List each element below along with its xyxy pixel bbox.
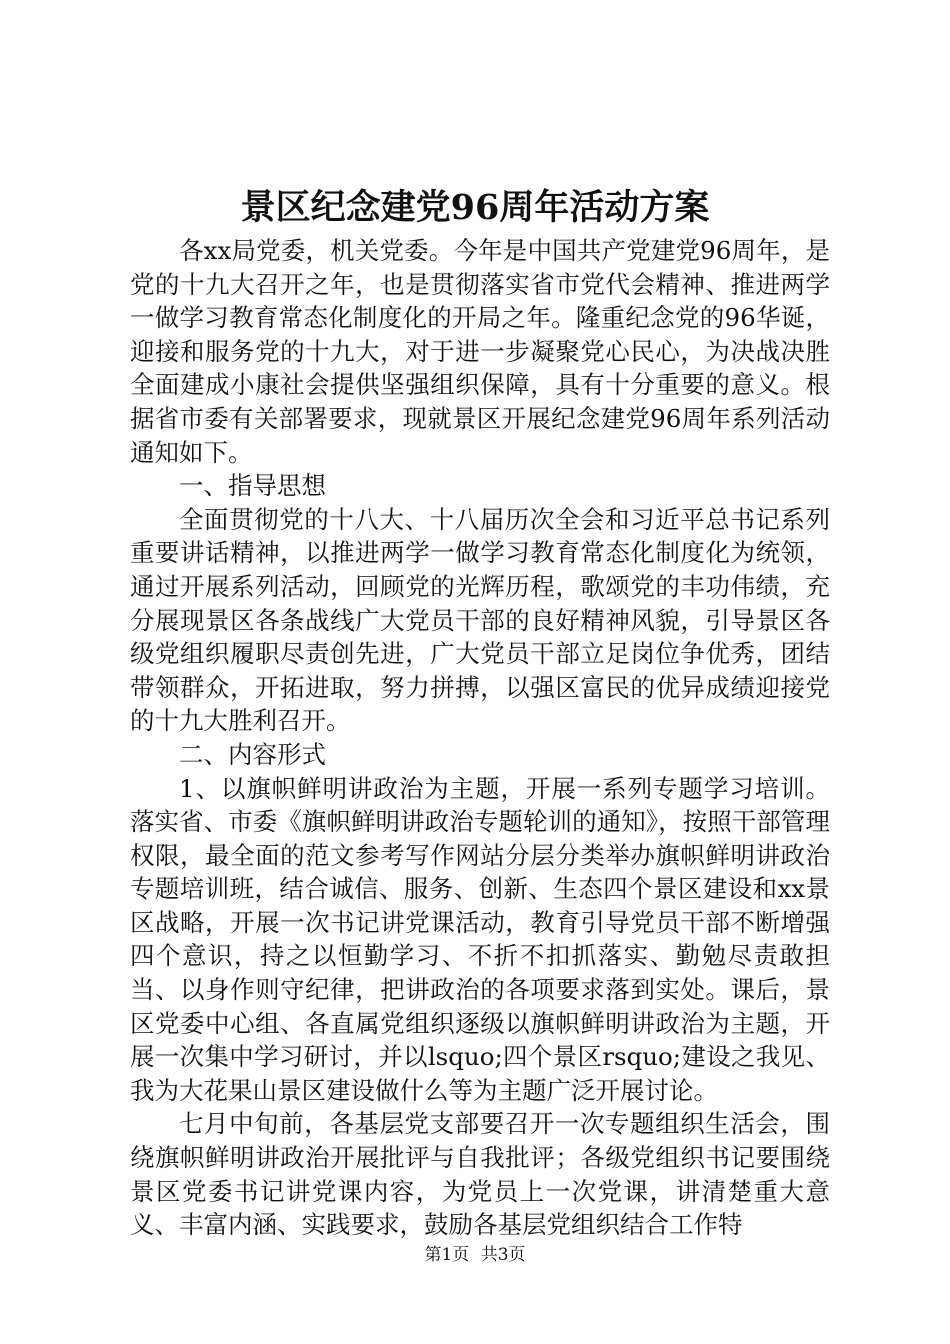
- paragraph-guiding-ideology: 全面贯彻党的十八大、十八届历次全会和习近平总书记系列重要讲话精神，以推进两学一做学习教育常态化制度化为统领，通过开展系列活动，回顾党的光辉历程，歌颂党的丰功伟绩，充分展现景区各条战线广大党员干部的良好精神风貌，引导景区各级党组织履职尽责创先进，广大党员干部立足岗位争优秀，团结带领群众，开拓进取，努力拼搏，以强区富民的优异成绩迎接党的十九大胜利召开。: [130, 504, 830, 736]
- document-body: [130, 234, 830, 1242]
- page-footer: [0, 1243, 950, 1267]
- document-title: 景区纪念建党96周年活动方案: [240, 187, 710, 228]
- page-number: 第1页: [424, 1245, 470, 1265]
- paragraph-mid-july: 七月中旬前，各基层党支部要召开一次专题组织生活会，围绕旗帜鲜明讲政治开展批评与自我批评；各级党组织书记要围绕景区党委书记讲党课内容，为党员上一次党课，讲清楚重大意义、丰富内涵、实践要求，鼓励各基层党组织结合工作特: [130, 1109, 830, 1240]
- section-heading-content-form: 二、内容形式: [179, 739, 326, 769]
- paragraph-content-item-1: 1、以旗帜鲜明讲政治为主题，开展一系列专题学习培训。落实省、市委《旗帜鲜明讲政治专题轮训的通知》，按照干部管理权限，最全面的范文参考写作网站分层分类举办旗帜鲜明讲政治专题培训班，结合诚信、服务、创新、生态四个景区建设和xx景区战略，开展一次书记讲党课活动，教育引导党员干部不断增强四个意识，持之以恒勤学习、不折不扣抓落实、勤勉尽责敢担当、以身作则守纪律，把讲政治的各项要求落到实处。课后，景区党委中心组、各直属党组织逐级以旗帜鲜明讲政治为主题，开展一次集中学习研讨，并以lsquo;四个景区rsquo;建设之我见、我为大花果山景区建设做什么等为主题广泛开展讨论。: [130, 773, 830, 1105]
- total-pages: 共3页: [480, 1245, 526, 1265]
- section-heading-guiding-ideology: 一、指导思想: [179, 471, 326, 501]
- paragraph-intro: 各xx局党委，机关党委。今年是中国共产党建党96周年，是党的十九大召开之年，也是贯彻落实省市党代会精神、推进两学一做学习教育常态化制度化的开局之年。隆重纪念党的96华诞，迎接和服务党的十九大，对于进一步凝聚党心民心，为决战决胜全面建成小康社会提供坚强组织保障，具有十分重要的意义。根据省市委有关部署要求，现就景区开展纪念建党96周年系列活动通知如下。: [130, 236, 830, 467]
